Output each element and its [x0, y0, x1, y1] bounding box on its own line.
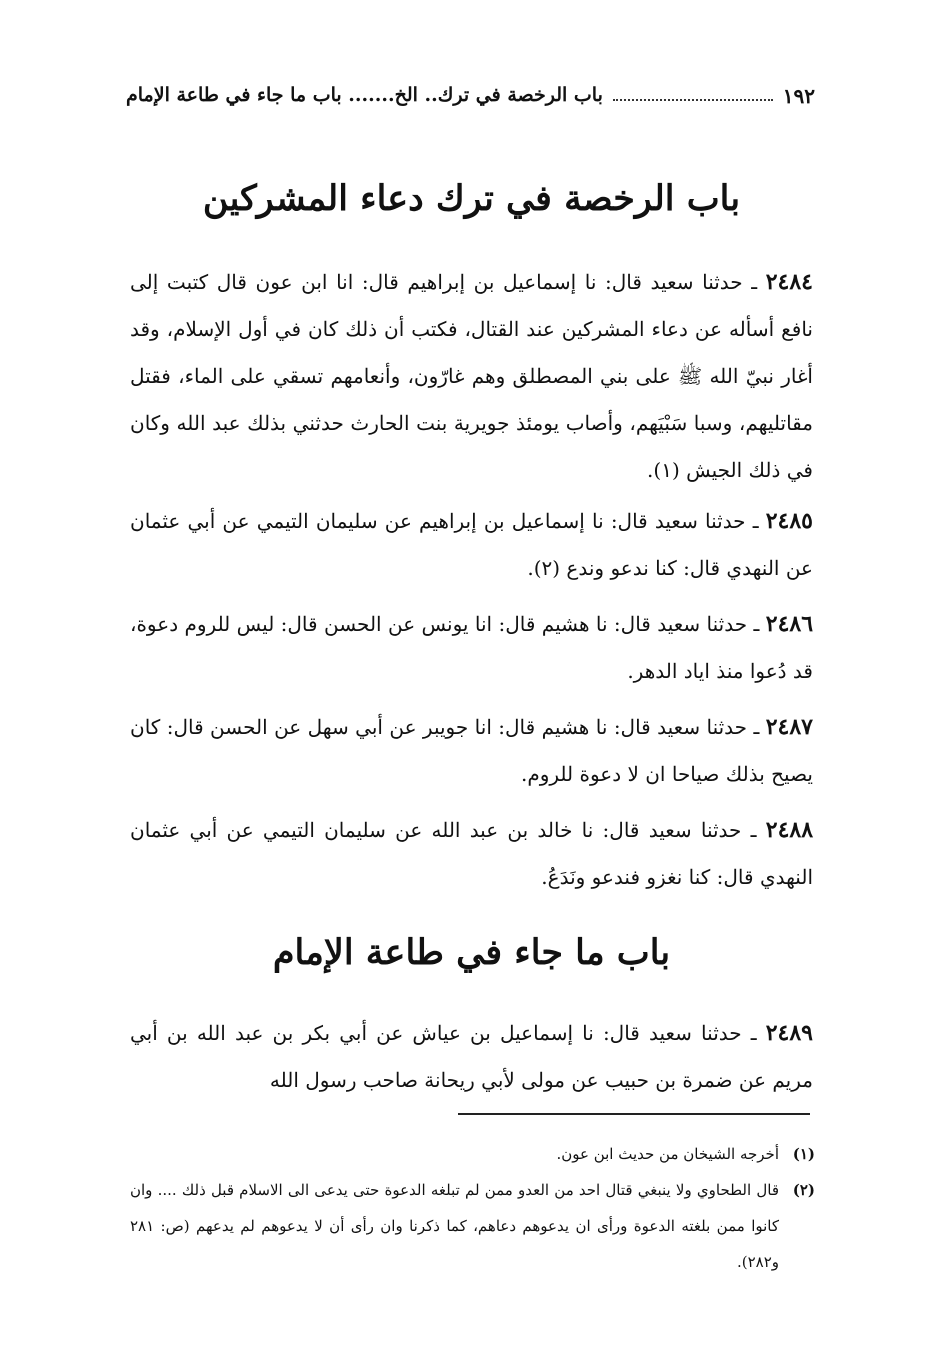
section-heading: باب الرخصة في ترك دعاء المشركين [202, 178, 741, 219]
hadith-text: حدثنا سعيد قال: نا إسماعيل بن عياش عن أبي بكر بن عبد الله بن أبي مريم عن ضمرة بن حبيب عن مولى لأبي ريحانة صاحب رسول الله [130, 1021, 813, 1092]
footnote [130, 1172, 815, 1280]
hadith-entry [130, 498, 813, 592]
hadith-dash: ـ [750, 1021, 757, 1045]
footnote [130, 1136, 815, 1172]
page-number: ١٩٢ [782, 84, 815, 108]
hadith-entry [130, 601, 813, 695]
hadith-text: حدثنا سعيد قال: نا هشيم قال: انا جويبر عن أبي سهل عن الحسن قال: كان يصيح بذلك صياحا ان لا دعوة للروم. [130, 715, 813, 786]
hadith-number: ٢٤٨٧ [765, 714, 813, 740]
section-heading: باب ما جاء في طاعة الإمام [272, 932, 671, 973]
footnote-text: أخرجه الشيخان من حديث ابن عون. [556, 1145, 779, 1163]
hadith-dash: ـ [752, 509, 759, 533]
hadith-entry [130, 1010, 813, 1104]
hadith-text: حدثنا سعيد قال: نا إسماعيل بن إبراهيم عن سليمان التيمي عن أبي عثمان عن النهدي قال: كنا ندعو وندع (٢). [130, 509, 813, 580]
hadith-dash: ـ [753, 612, 760, 636]
hadith-entry [130, 259, 813, 494]
hadith-number: ٢٤٨٦ [765, 611, 814, 637]
hadith-number: ٢٤٨٤ [765, 269, 813, 295]
hadith-number: ٢٤٨٥ [765, 508, 813, 534]
running-header-title: باب الرخصة في ترك.. الخ....... باب ما جاء في طاعة الإمام [126, 84, 603, 106]
hadith-text: حدثنا سعيد قال: نا إسماعيل بن إبراهيم قال: انا ابن عون قال كتبت إلى نافع أسأله عن دعاء المشركين عند القتال، فكتب أن ذلك كان في أول الإسلام، وقد أغار نبيّ الله ﷺ على بني المصطلق وهم غارّون، وأنعامهم تسقي على الماء، فقتل مقاتليهم، وسبا سَبْيَهم، وأصاب يومئذ جويرية بنت الحارث حدثني بذلك عبد الله وكان في ذلك الجيش (١). [130, 270, 813, 482]
footnote-separator [458, 1113, 810, 1115]
hadith-entry [130, 704, 813, 798]
hadith-dash: ـ [753, 715, 760, 739]
hadith-entry [130, 807, 813, 901]
header-dotted-leader [613, 84, 773, 101]
hadith-number: ٢٤٨٨ [765, 817, 814, 843]
hadith-number: ٢٤٨٩ [765, 1020, 813, 1046]
running-header [126, 84, 815, 120]
hadith-text: حدثنا سعيد قال: نا هشيم قال: انا يونس عن الحسن قال: ليس للروم دعوة، قد دُعوا منذ اياد الدهر. [130, 612, 813, 683]
footnotes [130, 1136, 815, 1280]
hadith-dash: ـ [751, 270, 758, 294]
footnote-marker: (١) [792, 1145, 815, 1163]
hadith-dash: ـ [750, 818, 757, 842]
hadith-text: حدثنا سعيد قال: نا خالد بن عبد الله عن سليمان التيمي عن أبي عثمان النهدي قال: كنا نغزو فندعو ونَدَعُ. [130, 818, 813, 889]
footnote-text: قال الطحاوي ولا ينبغي قتال احد من العدو ممن لم تبلغه الدعوة حتى يدعى الى الاسلام قبل ذلك .... وان كانوا ممن بلغته الدعوة ورأى ان يدعوهم دعاهم، كما ذكرنا وان رأى أن لا يدعوهم لم يدعهم (ص: ٢٨١ و٢٨٢). [130, 1181, 779, 1271]
footnote-marker: (٢) [792, 1181, 815, 1199]
